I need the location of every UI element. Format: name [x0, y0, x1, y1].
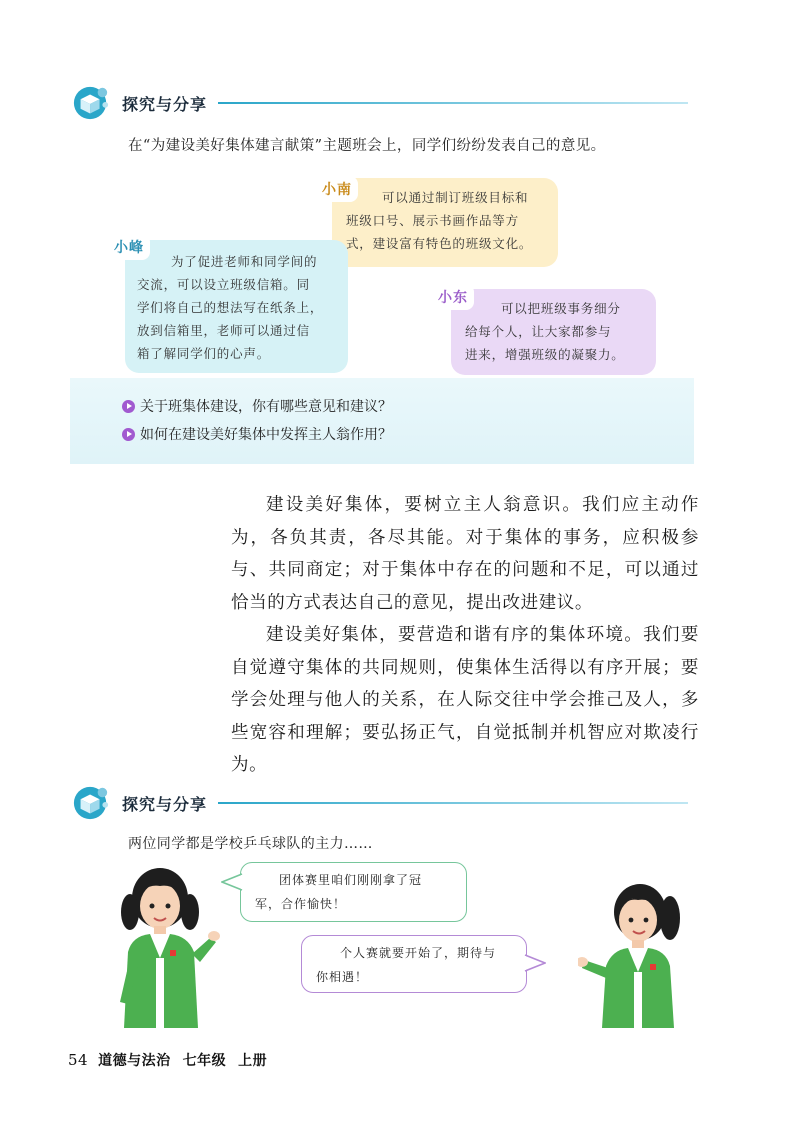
section-intro: 在“为建设美好集体建言献策”主题班会上，同学们纷纷发表自己的意见。	[128, 138, 606, 154]
explore-share-icon	[72, 784, 110, 822]
page-number: 54	[68, 1051, 89, 1069]
question-band	[70, 378, 694, 464]
student-girl-right-illustration	[578, 878, 690, 1028]
footer-grade: 七年级	[182, 1053, 227, 1069]
section-divider	[218, 802, 688, 804]
page-footer	[68, 1050, 279, 1070]
dialogue-text: 个人赛就要开始了，期待与 你相遇！	[316, 946, 497, 984]
dialogue-bubble-right	[301, 935, 527, 993]
speaker-tag-xiaodong: 小东	[432, 284, 474, 310]
section-header-2	[72, 784, 692, 824]
bubble-text: 可以通过制订班级目标和 班级口号、展示书画作品等方 式，建设富有特色的班级文化。	[346, 190, 533, 251]
student-girl-left-illustration	[110, 862, 222, 1028]
footer-subject: 道德与法治	[98, 1053, 171, 1069]
bubble-text: 为了促进老师和同学间的 交流，可以设立班级信箱。同 学们将自己的想法写在纸条上， 放到信箱里，老师可以通过信 箱了解同学们的心声。	[137, 254, 324, 361]
question-item-1: 关于班集体建设，你有哪些意见和建议？	[122, 396, 392, 416]
dialogue-text: 团体赛里咱们刚刚拿了冠 军，合作愉快！	[255, 873, 423, 911]
dialogue-bubble-left	[240, 862, 467, 922]
section-title: 探究与分享	[122, 95, 208, 114]
section-header-1	[72, 84, 692, 124]
bubble-xiaodong	[451, 289, 656, 375]
play-bullet-icon	[122, 400, 135, 413]
speaker-tag-xiaofeng: 小峰	[108, 234, 150, 260]
body-paragraph-1: 建设美好集体，要树立主人翁意识。我们应主动作为，各负其责，各尽其能。对于集体的事务，应积极参与、共同商定；对于集体中存在的问题和不足，可以通过恰当的方式表达自己的意见，提出改进建议。	[231, 495, 699, 613]
question-item-2: 如何在建设美好集体中发挥主人翁作用？	[122, 424, 392, 444]
speaker-tag-xiaonan: 小南	[316, 176, 358, 202]
section-title: 探究与分享	[122, 795, 208, 814]
bubble-text: 可以把班级事务细分 给每个人，让大家都参与 进来，增强班级的凝聚力。	[465, 301, 625, 362]
section-divider	[218, 102, 688, 104]
bubble-xiaonan	[332, 178, 558, 267]
footer-volume: 上册	[238, 1053, 268, 1069]
bubble-pointer	[221, 873, 243, 891]
bubble-xiaofeng	[125, 240, 348, 373]
explore-share-icon	[72, 84, 110, 122]
bubble-pointer	[524, 954, 546, 972]
section-intro: 两位同学都是学校乒乓球队的主力……	[128, 836, 373, 852]
play-bullet-icon	[122, 428, 135, 441]
body-paragraph-2: 建设美好集体，要营造和谐有序的集体环境。我们要自觉遵守集体的共同规则，使集体生活得以有序开展；要学会处理与他人的关系，在人际交往中学会推己及人，多些宽容和理解；要弘扬正气，自觉抵制并机智应对欺凌行为。	[231, 625, 699, 775]
